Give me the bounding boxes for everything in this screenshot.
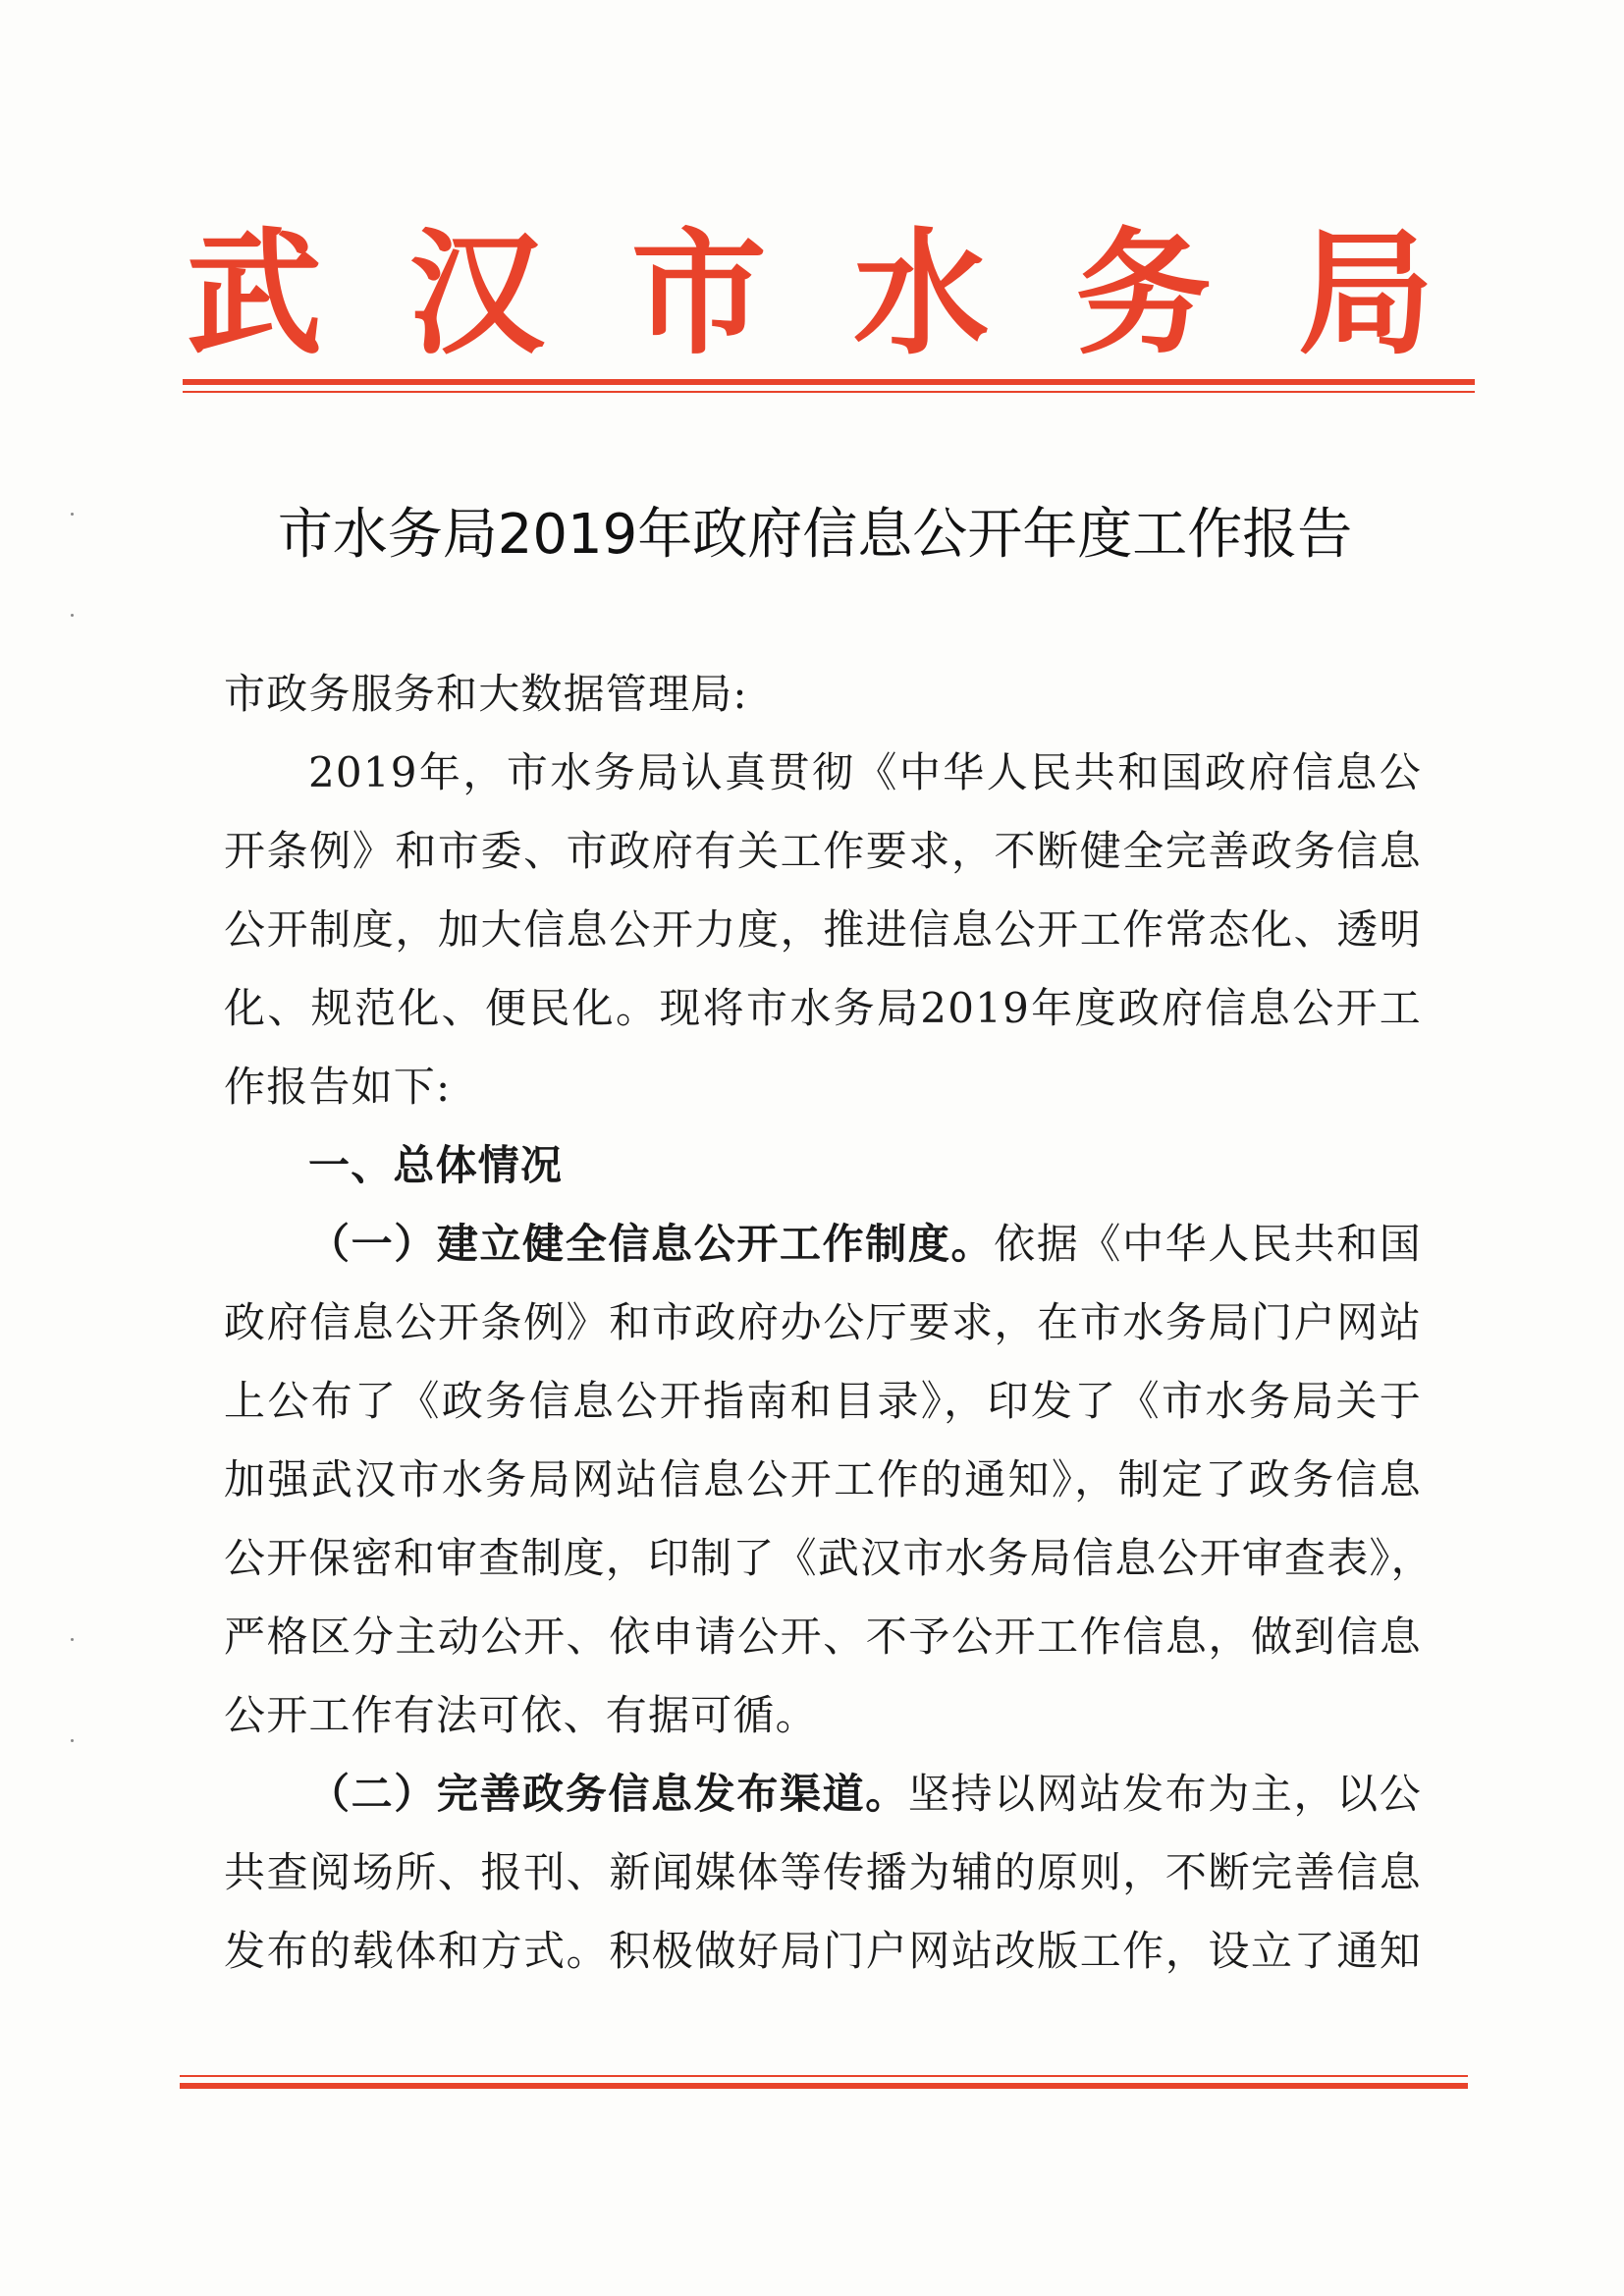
paragraph-text: 依据《中华人民共和国 <box>994 1220 1422 1268</box>
letterhead-char: 水 <box>853 215 990 373</box>
letterhead-char: 武 <box>187 215 323 373</box>
paragraph-line: 政府信息公开条例》和市政府办公厅要求，在市水务局门户网站 <box>224 1298 1422 1346</box>
subsection-label: （一）建立健全信息公开工作制度。 <box>308 1220 995 1268</box>
paragraph-line: 开条例》和市委、市政府有关工作要求，不断健全完善政务信息 <box>224 827 1422 875</box>
paragraph-line: 2019年，市水务局认真贯彻《中华人民共和国政府信息公 <box>308 748 1422 796</box>
subsection-label: （二）完善政务信息发布渠道。 <box>308 1770 908 1818</box>
scan-speck <box>71 1739 74 1742</box>
paragraph-text: 坚持以网站发布为主，以公 <box>907 1770 1422 1818</box>
scan-speck <box>71 1638 74 1641</box>
letterhead-title <box>187 211 1434 378</box>
paragraph-line: 上公布了《政务信息公开指南和目录》，印发了《市水务局关于 <box>224 1377 1422 1425</box>
paragraph-line: 严格区分主动公开、依申请公开、不予公开工作信息，做到信息 <box>224 1613 1422 1661</box>
letterhead-char: 局 <box>1297 215 1434 373</box>
letterhead-char: 市 <box>630 215 767 373</box>
header-rule-thin <box>183 391 1475 393</box>
paragraph-line: 加强武汉市水务局网站信息公开工作的通知》，制定了政务信息 <box>224 1455 1422 1503</box>
footer-rule-thin <box>180 2075 1468 2077</box>
paragraph-line: 共查阅场所、报刊、新闻媒体等传播为辅的原则，不断完善信息 <box>224 1848 1422 1896</box>
document-title: 市水务局2019年政府信息公开年度工作报告 <box>277 503 1353 567</box>
paragraph-line: 作报告如下: <box>224 1063 452 1111</box>
paragraph-line <box>224 1205 1422 1284</box>
letterhead-char: 务 <box>1075 215 1212 373</box>
scan-speck <box>71 513 74 516</box>
paragraph-line: 公开工作有法可依、有据可循。 <box>224 1691 818 1739</box>
paragraph-line: 公开保密和审查制度，印制了《武汉市水务局信息公开审查表》， <box>224 1534 1434 1582</box>
paragraph-line <box>224 1755 1422 1833</box>
scan-speck <box>71 614 74 617</box>
addressee: 市政务服务和大数据管理局: <box>224 670 748 718</box>
header-rule-thick <box>183 379 1475 385</box>
paragraph-line: 公开制度，加大信息公开力度，推进信息公开工作常态化、透明 <box>224 905 1422 954</box>
section-heading: 一、总体情况 <box>308 1141 564 1189</box>
document-body <box>224 655 1434 1991</box>
paragraph-line: 化、规范化、便民化。现将市水务局2019年度政府信息公开工 <box>224 984 1422 1032</box>
paragraph-line: 发布的载体和方式。积极做好局门户网站改版工作，设立了通知 <box>224 1927 1422 1975</box>
letterhead-char: 汉 <box>408 215 545 373</box>
footer-rule-thick <box>180 2083 1468 2089</box>
